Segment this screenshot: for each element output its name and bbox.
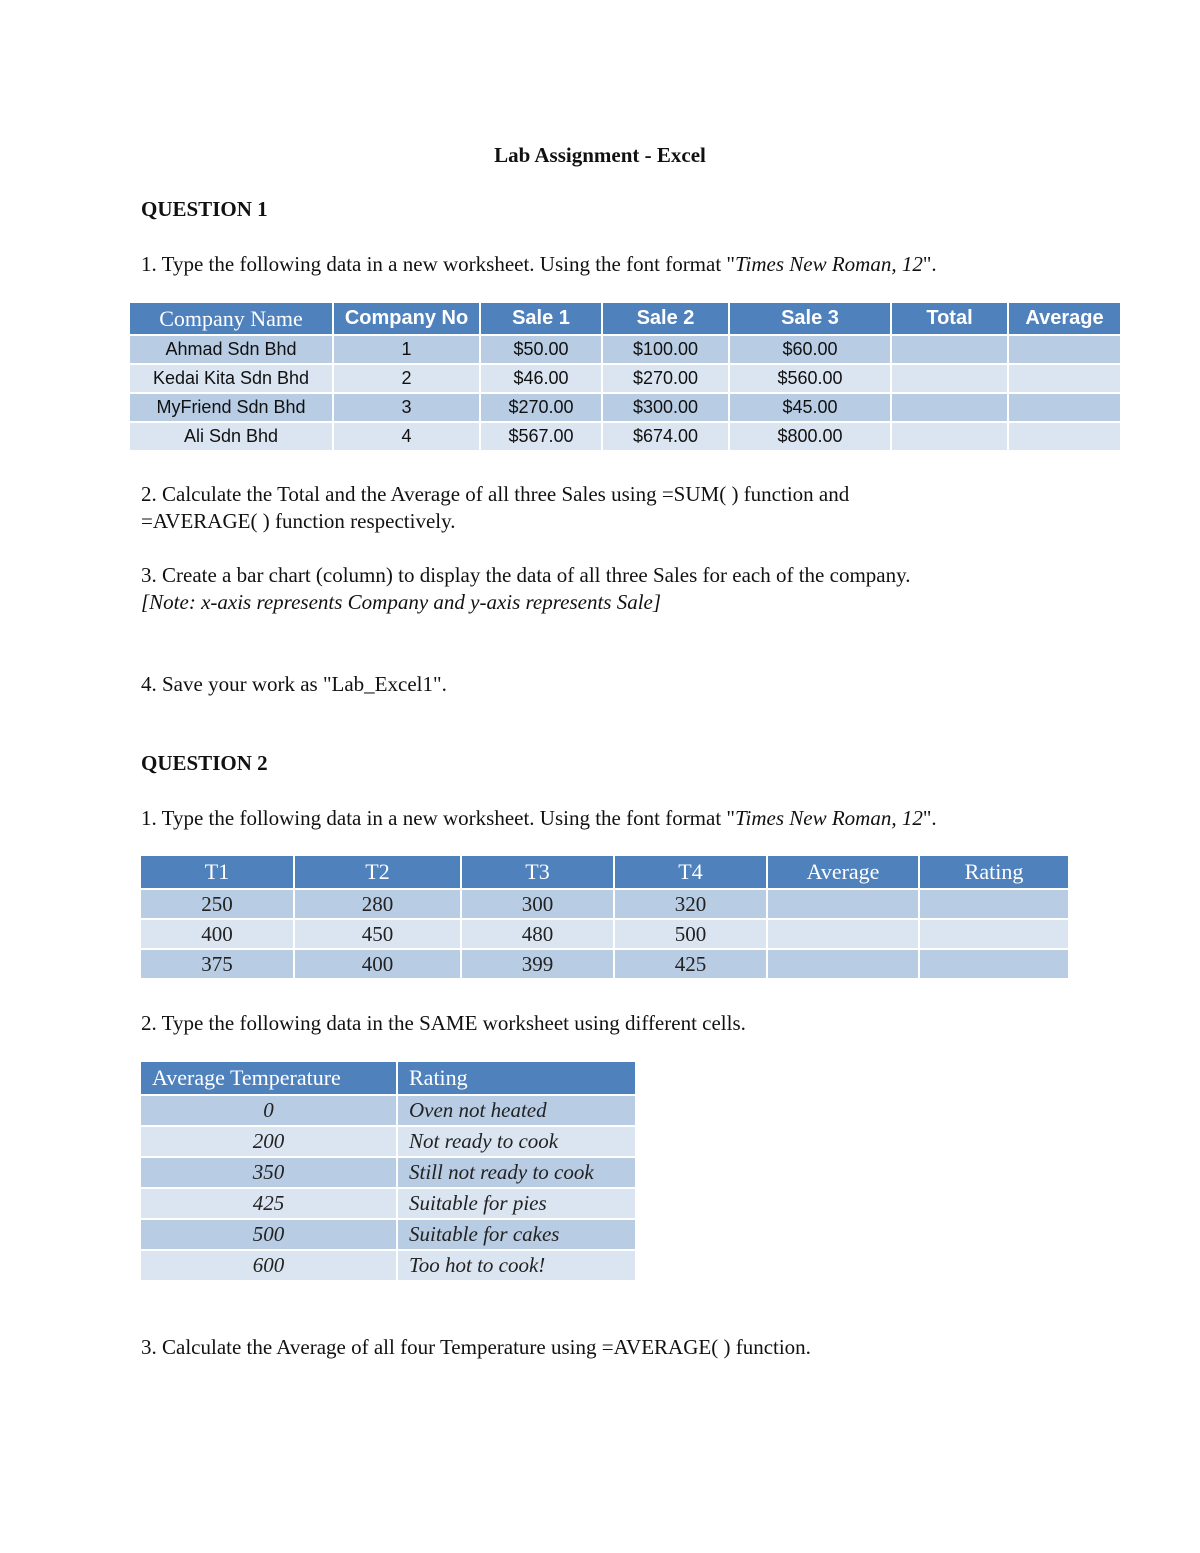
table-cell: 450 (294, 919, 461, 949)
column-header: T3 (461, 856, 614, 889)
column-header: Average Temperature (141, 1062, 397, 1095)
rating-table (141, 1062, 637, 1280)
table-cell: 0 (141, 1095, 397, 1126)
table-cell: $567.00 (480, 422, 602, 450)
table-cell: $300.00 (602, 393, 729, 422)
q1-step-4: 4. Save your work as "Lab_Excel1". (141, 672, 447, 696)
table-cell: $46.00 (480, 364, 602, 393)
table-cell: $45.00 (729, 393, 891, 422)
table-cell: $270.00 (480, 393, 602, 422)
table-row (141, 1157, 636, 1188)
table-cell: 280 (294, 889, 461, 919)
table-cell: Ahmad Sdn Bhd (130, 335, 333, 364)
table-header-row (141, 1062, 636, 1095)
table-header-row (130, 303, 1121, 335)
column-header: Sale 3 (729, 303, 891, 335)
table-row (141, 1219, 636, 1250)
table-cell: 375 (141, 949, 294, 978)
table-cell: 200 (141, 1126, 397, 1157)
table-cell: Suitable for cakes (397, 1219, 636, 1250)
table-cell: Kedai Kita Sdn Bhd (130, 364, 333, 393)
table-cell: Too hot to cook! (397, 1250, 636, 1280)
table-cell (1008, 422, 1121, 450)
table-cell: 399 (461, 949, 614, 978)
table-cell: 1 (333, 335, 480, 364)
table-cell (767, 949, 919, 978)
table-cell (1008, 364, 1121, 393)
column-header: Average (1008, 303, 1121, 335)
table-cell (891, 335, 1008, 364)
q1-step-3-note: [Note: x-axis represents Company and y-axis represents Sale] (141, 590, 662, 614)
table-cell (891, 364, 1008, 393)
table-cell (891, 393, 1008, 422)
table-cell (919, 889, 1069, 919)
table-cell (891, 422, 1008, 450)
q1-step-2-line-1: 2. Calculate the Total and the Average of all three Sales using =SUM( ) function and (141, 482, 850, 506)
q1-step-2 (141, 481, 849, 535)
table-cell: 300 (461, 889, 614, 919)
table-cell (767, 889, 919, 919)
table-header-row (141, 856, 1069, 889)
table-cell: $50.00 (480, 335, 602, 364)
table-cell: 400 (141, 919, 294, 949)
table-cell: 500 (141, 1219, 397, 1250)
temperature-table (141, 856, 1070, 978)
table-cell (1008, 335, 1121, 364)
q1-step-1: 1. Type the following data in a new worksheet. Using the font format "Times New Roman, 12". (141, 252, 937, 276)
table-row (141, 949, 1069, 978)
table-cell: Suitable for pies (397, 1188, 636, 1219)
document-title: Lab Assignment - Excel (494, 143, 706, 167)
table-row (130, 422, 1121, 450)
column-header: Rating (919, 856, 1069, 889)
table-cell: $270.00 (602, 364, 729, 393)
column-header: T2 (294, 856, 461, 889)
table-cell (767, 919, 919, 949)
table-row (130, 393, 1121, 422)
table-row (141, 1188, 636, 1219)
company-sales-table (130, 303, 1122, 450)
table-cell: 425 (141, 1188, 397, 1219)
table-cell: Ali Sdn Bhd (130, 422, 333, 450)
table-row (141, 919, 1069, 949)
column-header: Company Name (130, 303, 333, 335)
table-cell: 400 (294, 949, 461, 978)
table-row (130, 364, 1121, 393)
table-cell: 320 (614, 889, 767, 919)
column-header: Company No (333, 303, 480, 335)
table-cell (1008, 393, 1121, 422)
column-header: T1 (141, 856, 294, 889)
table-row (141, 1095, 636, 1126)
table-row (141, 1250, 636, 1280)
table-cell: 500 (614, 919, 767, 949)
q1-step-2-line-2: =AVERAGE( ) function respectively. (141, 509, 456, 533)
table-cell: 4 (333, 422, 480, 450)
table-cell: 425 (614, 949, 767, 978)
table-cell: $674.00 (602, 422, 729, 450)
q2-step-2: 2. Type the following data in the SAME worksheet using different cells. (141, 1011, 746, 1035)
question-2-heading: QUESTION 2 (141, 751, 268, 775)
column-header: T4 (614, 856, 767, 889)
table-cell: 480 (461, 919, 614, 949)
table-cell: Not ready to cook (397, 1126, 636, 1157)
table-cell: $100.00 (602, 335, 729, 364)
column-header: Rating (397, 1062, 636, 1095)
q2-step-1: 1. Type the following data in a new worksheet. Using the font format "Times New Roman, 12". (141, 806, 937, 830)
table-cell (919, 949, 1069, 978)
table-cell: 600 (141, 1250, 397, 1280)
column-header: Sale 1 (480, 303, 602, 335)
table-cell: Still not ready to cook (397, 1157, 636, 1188)
table-cell: 250 (141, 889, 294, 919)
table-cell: 3 (333, 393, 480, 422)
table-cell: Oven not heated (397, 1095, 636, 1126)
column-header: Total (891, 303, 1008, 335)
table-row (130, 335, 1121, 364)
q1-step-3 (141, 562, 911, 616)
table-cell: $60.00 (729, 335, 891, 364)
column-header: Average (767, 856, 919, 889)
table-cell: 350 (141, 1157, 397, 1188)
table-row (141, 1126, 636, 1157)
column-header: Sale 2 (602, 303, 729, 335)
q2-step-3: 3. Calculate the Average of all four Temperature using =AVERAGE( ) function. (141, 1335, 811, 1359)
q1-step-3-line-1: 3. Create a bar chart (column) to display the data of all three Sales for each of the company. (141, 563, 911, 587)
table-row (141, 889, 1069, 919)
question-1-heading: QUESTION 1 (141, 197, 268, 221)
table-cell (919, 919, 1069, 949)
table-cell: 2 (333, 364, 480, 393)
table-cell: MyFriend Sdn Bhd (130, 393, 333, 422)
table-cell: $800.00 (729, 422, 891, 450)
table-cell: $560.00 (729, 364, 891, 393)
